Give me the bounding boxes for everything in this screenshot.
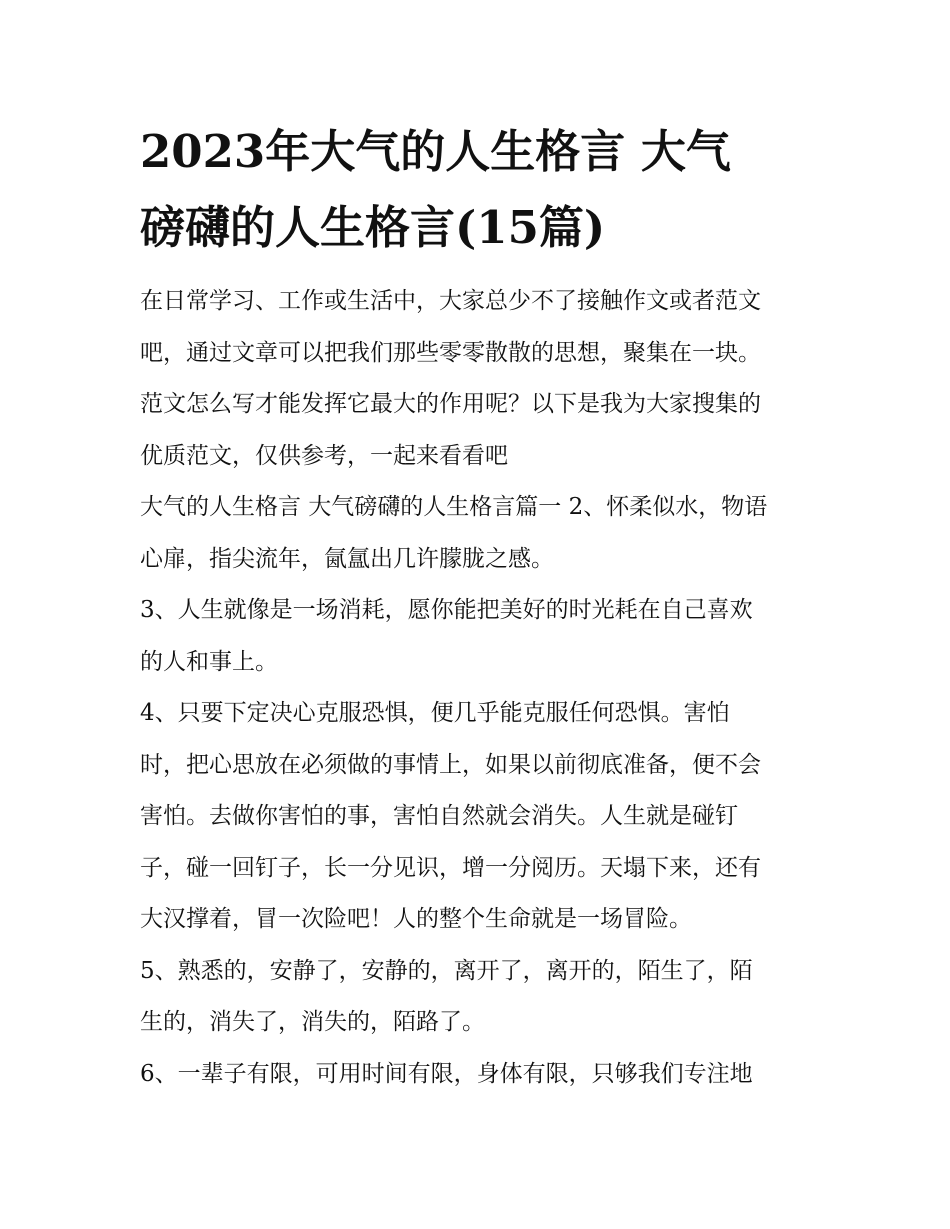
text-line: 大汉撑着，冒一次险吧！人的整个生命就是一场冒险。 (140, 906, 692, 932)
text-line: 生的，消失了，消失的，陌路了。 (140, 1009, 485, 1035)
text-line: 吧，通过文章可以把我们那些零零散散的思想，聚集在一块。 (140, 339, 761, 366)
text-line: 大气的人生格言 大气磅礴的人生格言篇一 2、怀柔似水，物语 (140, 494, 768, 520)
text-line: 5、熟悉的，安静了，安静的，离开了，离开的，陌生了，陌 (140, 957, 753, 984)
title-line-2: 磅礴的人生格言(15篇) (140, 201, 606, 254)
text-line: 范文怎么写才能发挥它最大的作用呢？以下是我为大家搜集的 (140, 391, 761, 417)
text-line: 心扉，指尖流年，氤氲出几许朦胧之感。 (140, 545, 554, 572)
title-line-1: 2023年大气的人生格言 大气 (140, 125, 731, 178)
document-body (140, 276, 820, 1100)
text-line: 害怕。去做你害怕的事，害怕自然就会消失。人生就是碰钉 (140, 803, 738, 829)
text-line: 优质范文，仅供参考，一起来看看吧 (140, 442, 508, 469)
text-line: 子，碰一回钉子，长一分见识，增一分阅历。天塌下来，还有 (140, 854, 761, 881)
document-title (140, 114, 820, 266)
text-line: 3、人生就像是一场消耗，愿你能把美好的时光耗在自己喜欢 (140, 597, 753, 623)
text-line: 在日常学习、工作或生活中，大家总少不了接触作文或者范文 (140, 288, 761, 314)
text-line: 4、只要下定决心克服恐惧，便几乎能克服任何恐惧。害怕 (140, 700, 730, 726)
text-line: 的人和事上。 (140, 648, 278, 675)
text-line: 6、一辈子有限，可用时间有限，身体有限，只够我们专注地 (140, 1060, 753, 1087)
text-line: 时，把心思放在必须做的事情上，如果以前彻底准备，便不会 (140, 751, 761, 778)
